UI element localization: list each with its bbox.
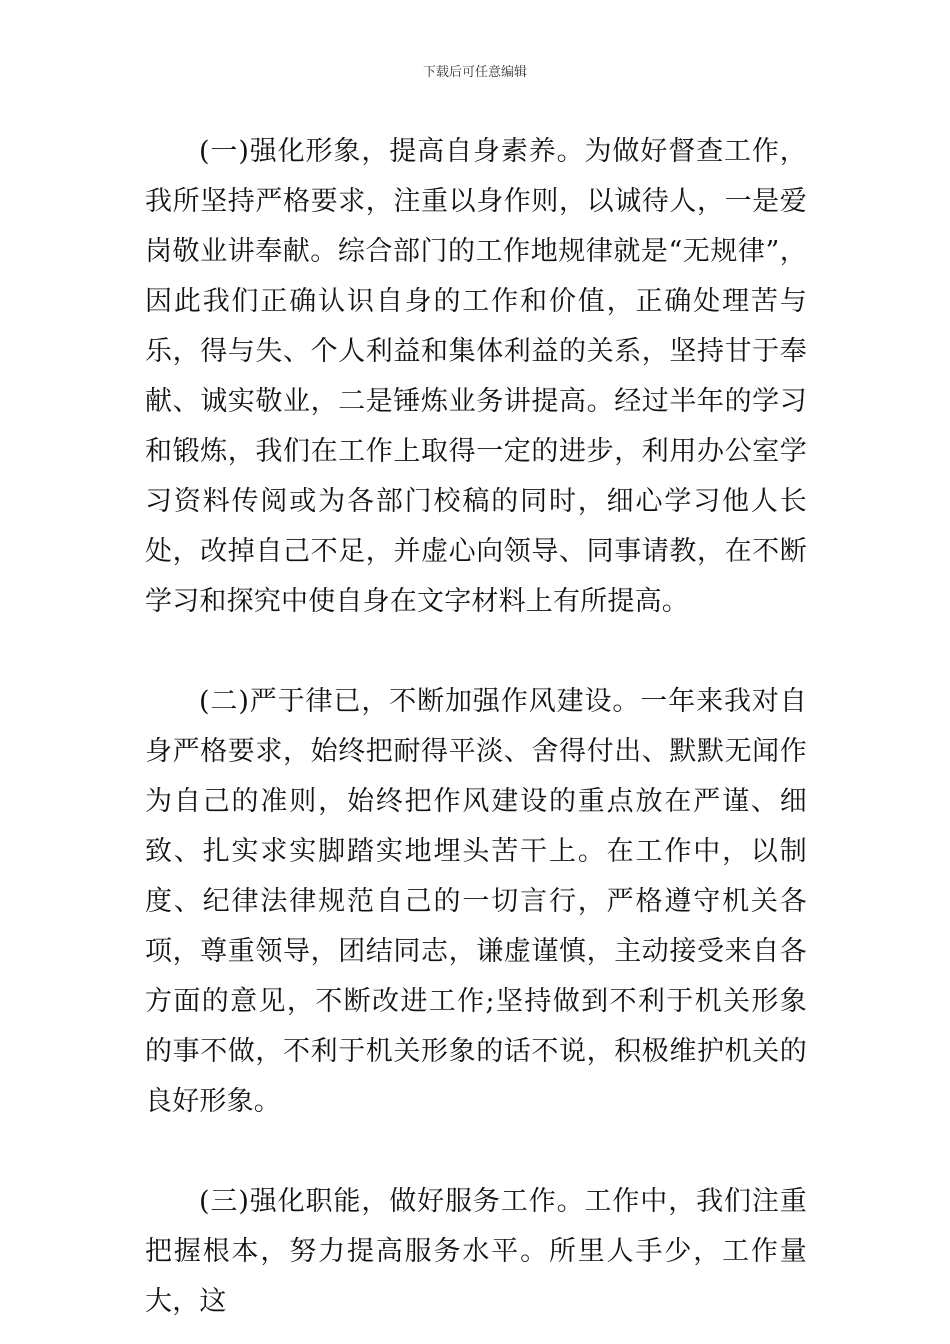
paragraph-2: (二)严于律已，不断加强作风建设。一年来我对自身严格要求，始终把耐得平淡、舍得付出、默默无闻作为自己的准则，始终把作风建设的重点放在严谨、细致、扎实求实脚踏实地埋头苦干上。在工作中，以制度、纪律法律规范自己的一切言行，严格遵守机关各项，尊重领导，团结同志，谦虚谨慎，主动接受来自各方面的意见，不断改进工作;坚持做到不利于机关形象的事不做，不利于机关形象的话不说，积极维护机关的良好形象。	[145, 686, 807, 1117]
paragraph-1: (一)强化形象，提高自身素养。为做好督查工作，我所坚持严格要求，注重以身作则，以诚待人，一是爱岗敬业讲奉献。综合部门的工作地规律就是“无规律”，因此我们正确认识自身的工作和价值，正确处理苦与乐，得与失、个人利益和集体利益的关系，坚持甘于奉献、诚实敬业，二是锤炼业务讲提高。经过半年的学习和锻炼，我们在工作上取得一定的进步，利用办公室学习资料传阅或为各部门校稿的同时，细心学习他人长处，改掉自己不足，并虚心向领导、同事请教，在不断学习和探究中使自身在文字材料上有所提高。	[145, 136, 807, 617]
page-header: 下载后可任意编辑	[422, 65, 527, 80]
paragraph-3: (三)强化职能，做好服务工作。工作中，我们注重把握根本，努力提高服务水平。所里人手少，工作量大，这	[145, 1186, 807, 1317]
document-body	[145, 127, 807, 1327]
